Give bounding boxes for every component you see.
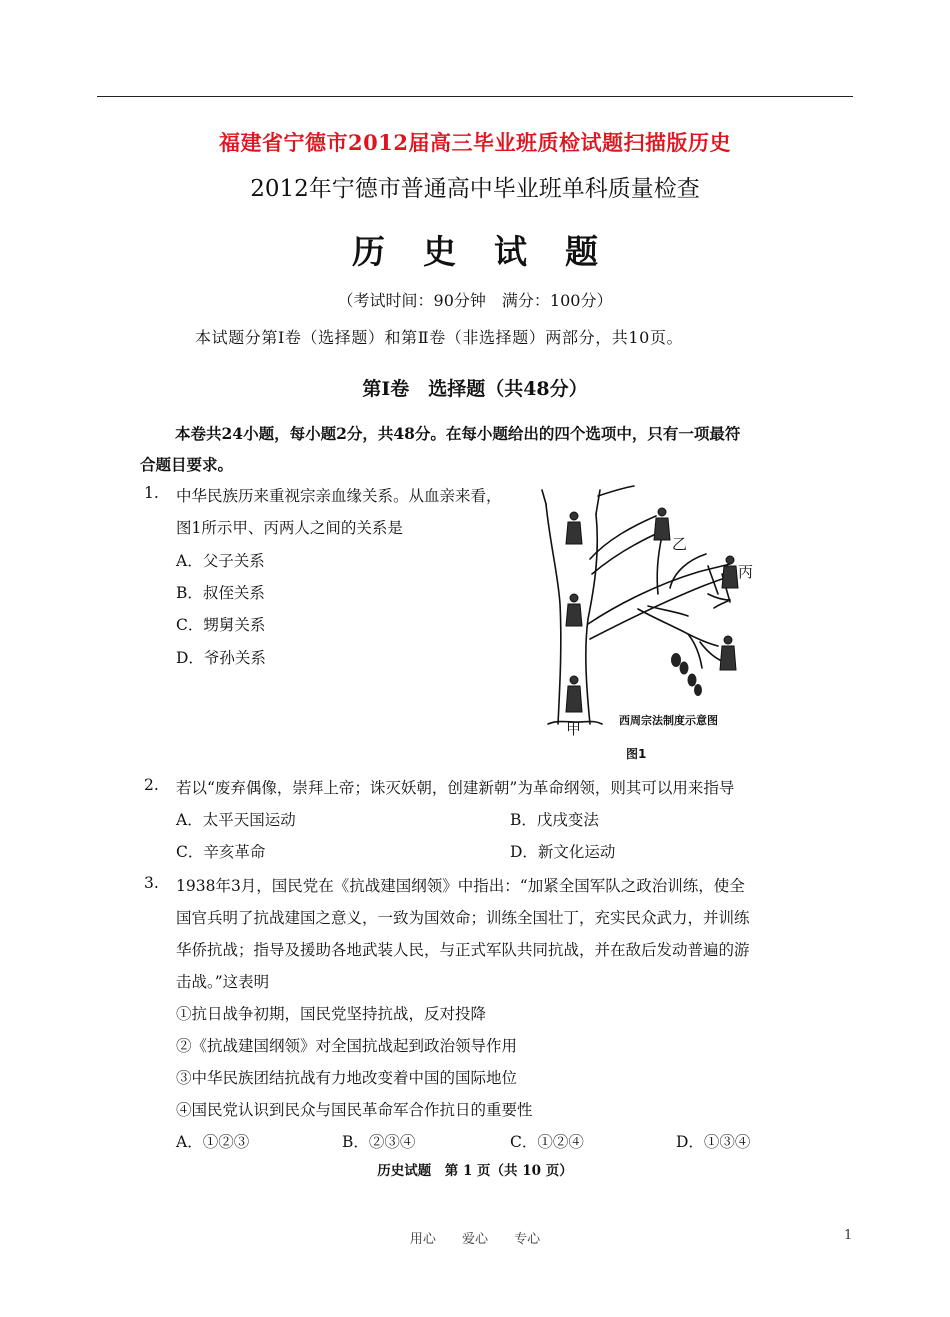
question-stem: 华侨抗战；指导及援助各地武装人民，与正式军队共同抗战，并在敌后发动普遍的游 — [176, 941, 750, 959]
page-number: 1 — [844, 1228, 853, 1243]
question-stem: 中华民族历来重视宗亲血缘关系。从血亲来看， — [176, 487, 502, 505]
exam-composition: 本试题分第Ⅰ卷（选择题）和第Ⅱ卷（非选择题）两部分，共10页。 — [195, 328, 684, 347]
figure-label-yi: 乙 — [672, 535, 688, 553]
exam-title: 2012年宁德市普通高中毕业班单科质量检查 — [250, 176, 700, 202]
document-red-title: 福建省宁德市2012届高三毕业班质检试题扫描版历史 — [219, 130, 731, 155]
question-number: 2. — [144, 776, 159, 794]
option-c: C．①②④ — [510, 1133, 584, 1151]
clan-tree-diagram — [538, 484, 770, 746]
section-title: 第Ⅰ卷 选择题（共48分） — [362, 378, 588, 400]
question-stem: 国官兵明了抗战建国之意义，一致为国效命；训练全国壮丁，充实民众武力，并训练 — [176, 909, 750, 927]
option-d: D．爷孙关系 — [176, 649, 266, 667]
question-stem: 图1所示甲、丙两人之间的关系是 — [176, 519, 403, 537]
figure-label-jia: 甲 — [566, 720, 582, 738]
watermark-text: 用心 爱心 专心 — [409, 1232, 541, 1247]
figure-caption: 图1 — [626, 747, 647, 761]
option-b: B．②③④ — [342, 1133, 416, 1151]
figure-label-bing: 丙 — [738, 563, 754, 581]
subject-title: 历史试题 — [352, 232, 636, 271]
option-a: A．①②③ — [176, 1133, 250, 1151]
statement-1: ①抗日战争初期，国民党坚持抗战，反对投降 — [176, 1005, 487, 1023]
question-number: 1. — [144, 484, 159, 502]
option-d: D．新文化运动 — [510, 843, 616, 861]
option-c: C．甥舅关系 — [176, 616, 266, 634]
question-number: 3. — [144, 874, 159, 892]
option-b: B．叔侄关系 — [176, 584, 265, 602]
figure-inner-caption: 西周宗法制度示意图 — [619, 714, 718, 727]
statement-4: ④国民党认识到民众与国民革命军合作抗日的重要性 — [176, 1101, 533, 1119]
exam-info: （考试时间：90分钟 满分：100分） — [337, 291, 613, 310]
option-a: A．父子关系 — [176, 552, 265, 570]
question-stem: 击战。”这表明 — [176, 973, 270, 991]
option-c: C．辛亥革命 — [176, 843, 266, 861]
section-instructions-cont: 合题目要求。 — [140, 455, 234, 474]
option-a: A．太平天国运动 — [176, 811, 296, 829]
option-b: B．戊戌变法 — [510, 811, 599, 829]
exam-page-footer: 历史试题 第 1 页（共 10 页） — [377, 1163, 573, 1179]
question-stem: 若以“废弃偶像，崇拜上帝；诛灭妖朝，创建新朝”为革命纲领，则其可以用来指导 — [176, 779, 735, 797]
section-instructions: 本卷共24小题，每小题2分，共48分。在每小题给出的四个选项中，只有一项最符 — [175, 424, 741, 443]
question-stem: 1938年3月，国民党在《抗战建国纲领》中指出：“加紧全国军队之政治训练，使全 — [176, 877, 745, 895]
statement-2: ②《抗战建国纲领》对全国抗战起到政治领导作用 — [176, 1037, 518, 1055]
statement-3: ③中华民族团结抗战有力地改变着中国的国际地位 — [176, 1069, 518, 1087]
option-d: D．①③④ — [676, 1133, 751, 1151]
top-rule — [97, 96, 853, 97]
